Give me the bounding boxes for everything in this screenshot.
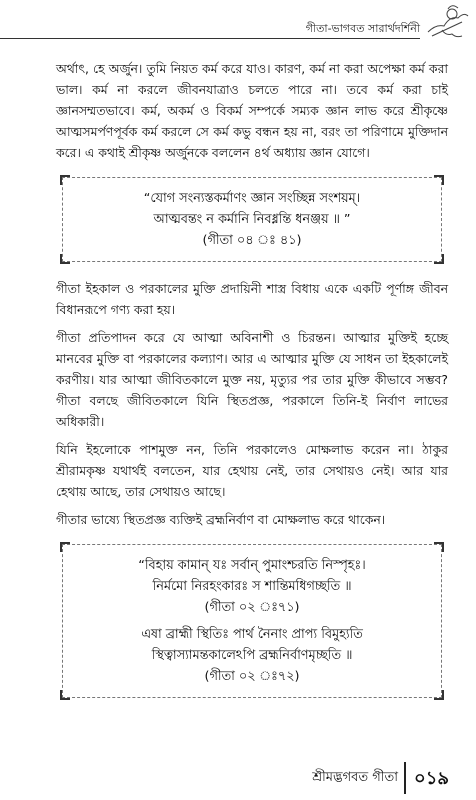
verse-reference: (গীতা ০৪ ঃ ৪১) (202, 233, 302, 248)
paragraph-1: অর্থাৎ, হে অর্জুন। তুমি নিয়ত কর্ম করে যাও। কারণ, কর্ম না করা অপেক্ষা কর্ম করা ভাল। কর্ম না করলে জীবনযাত্রাও চলতে পারে না। তবে কর্ম করা চাই জ্ঞানসম্মতভাবে। কর্ম, অকর্ম ও বিকর্ম সম্পর্কে সম্যক জ্ঞান লাভ করে শ্রীকৃষ্ণে আত্মসমর্পণপূর্বক কর্ম করলে সে কর্ম কভু বন্ধন হয় না, বরং তা পরিণামে মুক্তিদান করে। এ কথাই শ্রীকৃষ্ণ অর্জুনকে বললেন ৪র্থ অধ্যায় জ্ঞান যোগে। (56, 61, 448, 160)
verse-line: এষা ব্রাহ্মী স্থিতিঃ পার্থ নৈনাং প্রাপ্য বিমুহ্যতি (141, 627, 363, 642)
verse-box-2 (62, 544, 442, 698)
verse-line: “বিহায় কামান্ যঃ সর্বান্ পুমাংশ্চরতি নিস্পৃহঃ। (138, 558, 366, 573)
footer-separator (404, 762, 406, 794)
verse-line: নির্মমো নিরহংকারঃ স শান্তিমধিগচ্ছতি ॥ (152, 579, 352, 594)
verse-reference: (গীতা ০২ ঃ৭১) (204, 600, 300, 615)
page-footer (0, 758, 476, 800)
paragraph-5: গীতার ভাষ্যে স্থিতপ্রজ্ঞ ব্যক্তিই ব্রহ্মনির্বাণ বা মোক্ষলাভ করে থাকেন। (56, 512, 386, 527)
page-header (0, 0, 476, 46)
paragraph-3: গীতা প্রতিপাদন করে যে আত্মা অবিনাশী ও চিরন্তন। আত্মার মুক্তিই হচ্ছে মানবের মুক্তি বা পরকালের কল্যাণ। আর এ আত্মার মুক্তি যে সাধন তা ইহকালেই করণীয়। যার আত্মা জীবিতকালে মুক্ত নয়, মৃত্যুর পর তার মুক্তি কীভাবে সম্ভব? গীতা বলছে জীবিতকালে যিনি স্থিতপ্রজ্ঞ, পরকালে তিনি-ই নির্বাণ লাভের অধিকারী। (56, 330, 448, 429)
verse-line: “যোগ সংন্যস্তকর্মাণং জ্ঞান সংচ্ছিন্ন সংশয়ম্। (143, 191, 361, 206)
verse-line: স্থিত্বাস্যামন্তকালেঽপি ব্রহ্মনির্বাণমৃচ্ছতি ॥ (151, 648, 353, 663)
verse-line: আত্মবন্তং ন কর্মানি নিবধ্নন্তি ধনঞ্জয় ॥ ” (153, 212, 351, 227)
verse-box-1 (62, 177, 442, 262)
verse-reference: (গীতা ০২ ঃ৭২) (204, 669, 300, 684)
main-content (56, 58, 448, 714)
paragraph-4: যিনি ইহলোকে পাশমুক্ত নন, তিনি পরকালেও মোক্ষলাভ করেন না। ঠাকুর শ্রীরামকৃষ্ণ যথার্থই বলতেন, যার হেথায় নেই, তার সেথায়ও নেই। আর যার হেথায় আছে, তার সেথায়ও আছে। (56, 442, 448, 499)
book-title: শ্রীমদ্ভগবত গীতা (312, 770, 398, 785)
flute-deity-icon (422, 2, 470, 42)
page-number: ০১৯ (414, 768, 450, 789)
running-header-title: গীতা-ভাগবত সারার্থদর্শিনী (305, 22, 420, 35)
header-rule (0, 38, 420, 39)
paragraph-2: গীতা ইহকাল ও পরকালের মুক্তি প্রদায়িনী শাস্ত্র বিধায় একে একটি পূর্ণাঙ্গ জীবন বিধানরূপে গণ্য করা হয়। (56, 281, 448, 317)
